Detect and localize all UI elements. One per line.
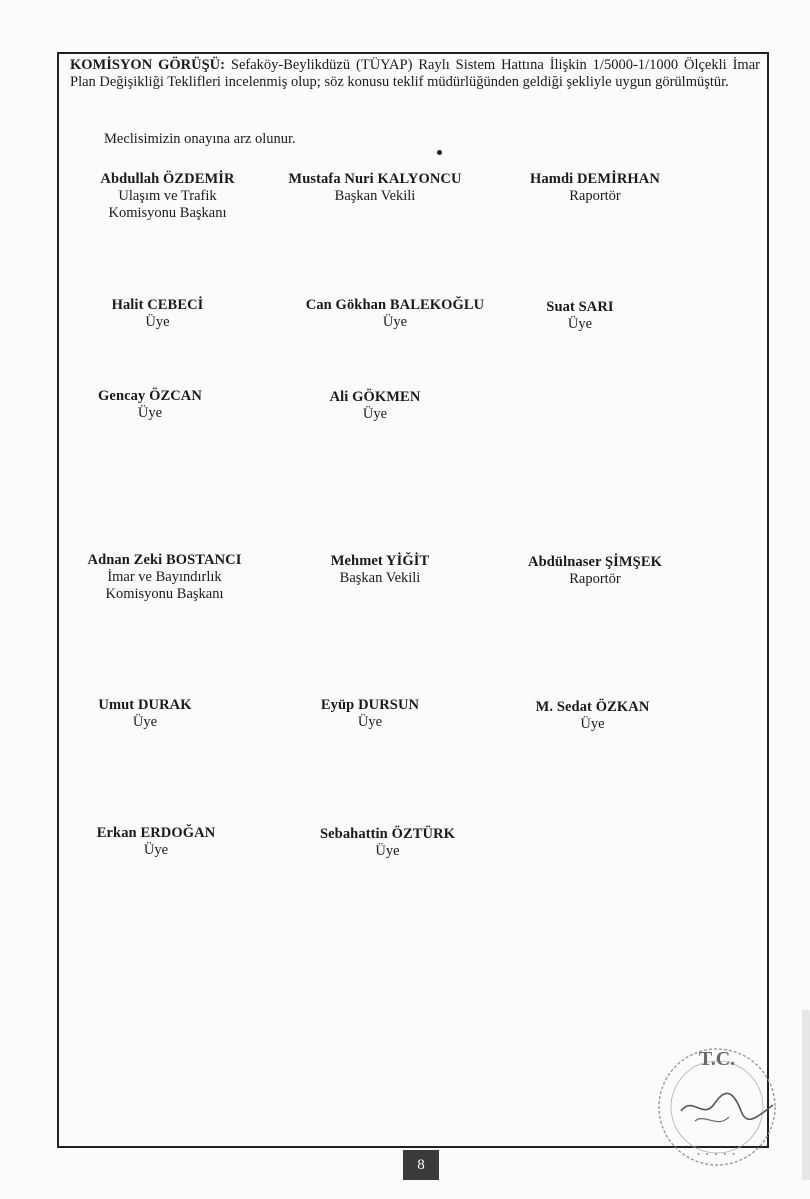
signatory-name: Abdullah ÖZDEMİR bbox=[100, 171, 235, 187]
signatory-name: Erkan ERDOĞAN bbox=[96, 825, 216, 841]
commission-opinion-label: KOMİSYON GÖRÜŞÜ: bbox=[70, 57, 225, 73]
approval-sentence: Meclisimizin onayına arz olunur. bbox=[104, 131, 296, 147]
signature-block bbox=[305, 389, 445, 423]
signature-block bbox=[80, 388, 220, 422]
signatory-name: Gencay ÖZCAN bbox=[98, 388, 202, 404]
signatory-role: Üye bbox=[143, 842, 169, 858]
signatory-name: Mehmet YİĞİT bbox=[330, 553, 430, 569]
signatory-role: Üye bbox=[145, 314, 170, 330]
signature-block bbox=[285, 297, 505, 331]
signature-block bbox=[82, 825, 230, 859]
signature-block bbox=[300, 826, 475, 860]
signatory-role: Komisyonu Başkanı bbox=[105, 586, 224, 602]
page-number: 8 bbox=[403, 1150, 439, 1180]
signatory-name: Hamdi DEMİRHAN bbox=[530, 171, 660, 187]
scan-edge bbox=[802, 1010, 810, 1180]
signature-block bbox=[520, 299, 640, 333]
signature-block bbox=[72, 552, 257, 603]
signatory-role: Ulaşım ve Trafik bbox=[118, 188, 217, 204]
signatory-role: Üye bbox=[567, 316, 593, 332]
signatory-name: Suat SARI bbox=[546, 299, 614, 315]
signatory-role: Raportör bbox=[569, 188, 621, 204]
signature-block bbox=[85, 171, 250, 222]
signatory-role: Raportör bbox=[569, 571, 621, 587]
signatory-name: Ali GÖKMEN bbox=[329, 389, 421, 405]
signatory-role: Başkan Vekili bbox=[334, 188, 416, 204]
signature-block bbox=[85, 297, 230, 331]
signatory-role: Komisyonu Başkanı bbox=[108, 205, 227, 221]
signatory-name: Abdülnaser ŞİMŞEK bbox=[528, 554, 662, 570]
signatory-name: Can Gökhan BALEKOĞLU bbox=[305, 297, 485, 313]
signatory-name: Umut DURAK bbox=[98, 697, 192, 713]
signature-block bbox=[80, 697, 210, 731]
signatory-role: Üye bbox=[137, 405, 163, 421]
signatory-name: Eyüp DURSUN bbox=[320, 697, 420, 713]
signatory-name: Adnan Zeki BOSTANCI bbox=[87, 552, 242, 568]
signatory-role: İmar ve Bayındırlık bbox=[107, 569, 222, 585]
signatory-name: Halit CEBECİ bbox=[111, 297, 204, 313]
signatory-role: Başkan Vekili bbox=[339, 570, 421, 586]
official-seal-icon bbox=[645, 1025, 785, 1175]
signature-block bbox=[295, 553, 465, 587]
signature-block bbox=[500, 554, 690, 588]
signature-block bbox=[510, 171, 680, 205]
signatory-role: Üye bbox=[382, 314, 408, 330]
signatory-role: Üye bbox=[375, 843, 400, 859]
ink-dot bbox=[437, 150, 442, 155]
signatory-name: Mustafa Nuri KALYONCU bbox=[288, 171, 462, 187]
signatory-role: Üye bbox=[362, 406, 388, 422]
svg-text:• • • • •: • • • • • bbox=[696, 1150, 738, 1159]
signature-block bbox=[270, 171, 480, 205]
signatory-role: Üye bbox=[580, 716, 605, 732]
signatory-name: M. Sedat ÖZKAN bbox=[535, 699, 650, 715]
signatory-role: Üye bbox=[132, 714, 158, 730]
signature-block bbox=[305, 697, 435, 731]
seal-text: T.C. bbox=[698, 1048, 736, 1070]
signatory-name: Sebahattin ÖZTÜRK bbox=[319, 826, 456, 842]
commission-opinion-paragraph bbox=[70, 57, 760, 91]
commission-opinion-text: Sefaköy-Beylikdüzü (TÜYAP) Raylı Sistem Hattına İlişkin 1/5000-1/1000 Ölçekli İmar Plan Değişikliği Teklifleri incelenmiş olup; söz konusu teklif müdürlüğünden geldiği şekliyle uygun görülmüştür. bbox=[70, 57, 760, 90]
signature-block bbox=[520, 699, 665, 733]
signatory-role: Üye bbox=[357, 714, 383, 730]
